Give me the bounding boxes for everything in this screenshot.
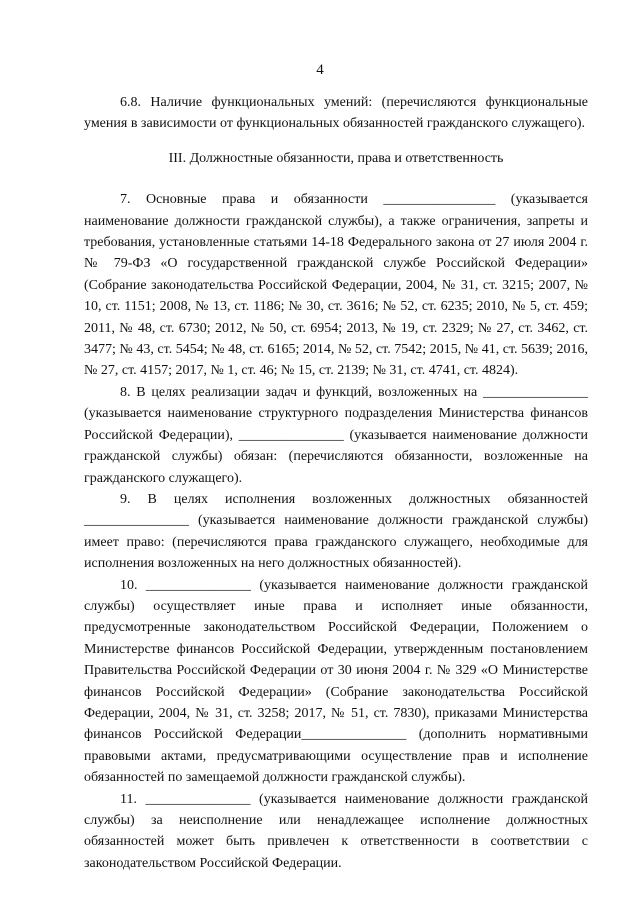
paragraph-6-8: 6.8. Наличие функциональных умений: (перечисляются функциональные умения в зависимости от функциональных обязанностей гражданского служащего).	[84, 95, 588, 132]
paragraph-8: 8. В целях реализации задач и функций, возложенных на _______________ (указывается наименование структурного подразделения Министерства финансов Российской Федерации), _______________ (указывается наименование должности гражданской службы) обязан: (перечисляются обязанности, возложенные на гражданского служащего).	[84, 384, 588, 486]
paragraph-7: 7. Основные права и обязанности ________________ (указывается наименование должности гражданской службы), а также ограничения, запреты и требования, установленные статьями 14-18 Федерального закона от 27 июля 2004 г. № 79-ФЗ «О государственной гражданской службе Российской Федерации» (Собрание законодательства Российской Федерации, 2004, № 31, ст. 3215; 2007, № 10, ст. 1151; 2008, № 13, ст. 1186; № 30, ст. 3616; № 52, ст. 6235; 2010, № 5, ст. 459; 2011, № 48, ст. 6730; 2012, № 50, ст. 6954; 2013, № 19, ст. 2329; № 27, ст. 3462, ст. 3477; № 43, ст. 5454; № 48, ст. 6165; 2014, № 52, ст. 7542; 2015, № 41, ст. 5639; 2016, № 27, ст. 4157; 2017, № 1, ст. 46; № 15, ст. 2139; № 31, ст. 4741, ст. 4824).	[84, 192, 588, 379]
document-body	[84, 92, 588, 874]
paragraph-10: 10. _______________ (указывается наименование должности гражданской службы) осуществляет иные права и исполняет иные обязанности, предусмотренные законодательством Российской Федерации, Положением о Министерстве финансов Российской Федерации, утвержденным постановлением Правительства Российской Федерации от 30 июня 2004 г. № 329 «О Министерстве финансов Российской Федерации» (Собрание законодательства Российской Федерации, 2004, № 31, ст. 3258; 2017, № 51, ст. 7830), приказами Министерства финансов Российской Федерации_______________ (дополнить нормативными правовыми актами, предусматривающими осуществление прав и исполнение обязанностей по замещаемой должности гражданской службы).	[84, 577, 588, 786]
section-heading: III. Должностные обязанности, права и ответственность	[168, 150, 504, 166]
paragraph-9: 9. В целях исполнения возложенных должностных обязанностей _______________ (указывается наименование должности гражданской службы) имеет право: (перечисляются права гражданского служащего, необходимые для исполнения возложенных на него должностных обязанностей).	[84, 491, 588, 572]
paragraph-11: 11. _______________ (указывается наименование должности гражданской службы) за неисполнение или ненадлежащее исполнение должностных обязанностей может быть привлечен к ответственности в соответствии с законодательством Российской Федерации.	[84, 791, 588, 871]
page-number: 4	[316, 62, 324, 78]
